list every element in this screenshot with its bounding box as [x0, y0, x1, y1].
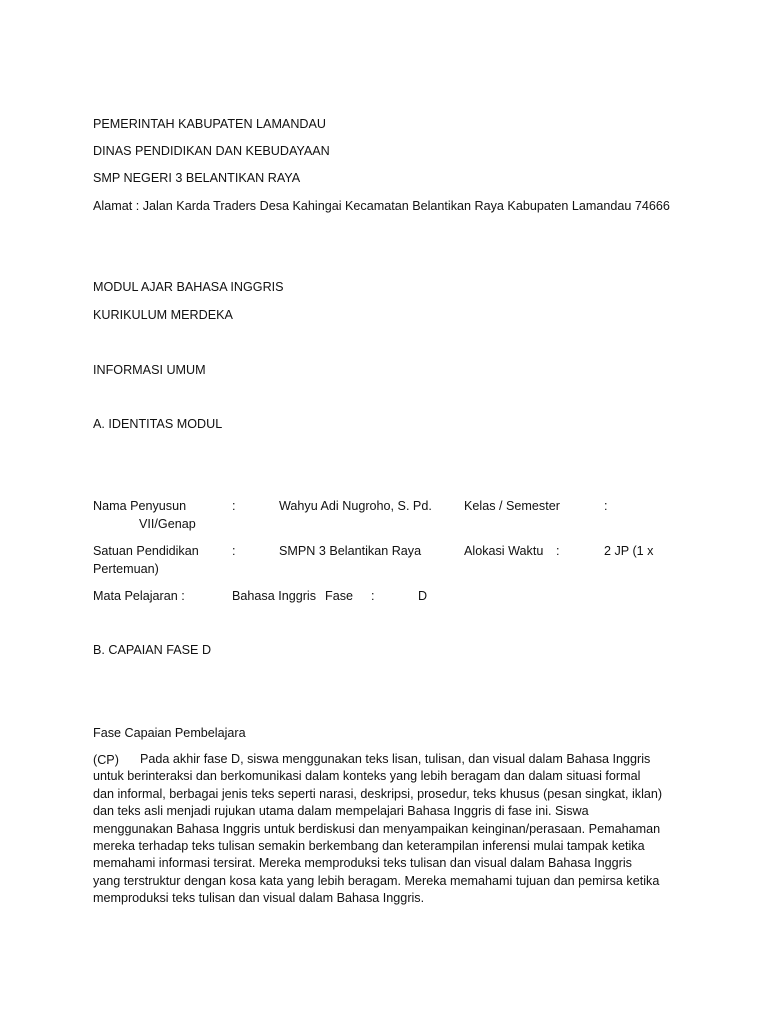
value-phase: D	[418, 589, 428, 603]
cp-line: memahami informasi tersirat. Mereka memproduksi teks tulisan dan visual dalam Bahasa Inggris	[93, 856, 632, 871]
curriculum-title: KURIKULUM MERDEKA	[93, 308, 233, 322]
header-school: SMP NEGERI 3 BELANTIKAN RAYA	[93, 171, 301, 185]
cp-label: (CP)	[93, 753, 119, 767]
label-subject: Mata Pelajaran :	[93, 589, 185, 603]
colon: :	[232, 544, 236, 558]
value-author: Wahyu Adi Nugroho, S. Pd.	[279, 499, 432, 513]
header-government: PEMERINTAH KABUPATEN LAMANDAU	[93, 117, 327, 131]
label-time-allocation: Alokasi Waktu	[464, 544, 544, 558]
colon: :	[604, 499, 608, 513]
label-school-unit: Satuan Pendidikan	[93, 544, 199, 558]
cp-line: yang terstruktur dengan kosa kata yang lebih beragam. Mereka memahami tujuan dan pemirsa ketika	[93, 873, 660, 888]
cp-paragraph	[93, 751, 683, 908]
header-address: Alamat : Jalan Karda Traders Desa Kahingai Kecamatan Belantikan Raya Kabupaten Lamandau 74666	[93, 199, 670, 213]
value-time-allocation-wrap: Pertemuan)	[93, 562, 159, 576]
value-school-unit: SMPN 3 Belantikan Raya	[279, 544, 422, 558]
value-time-allocation: 2 JP (1 x	[604, 544, 654, 558]
colon: :	[556, 544, 560, 558]
cp-line: dan informal, berbagai jenis teks seperti narasi, deskripsi, prosedur, teks khusus (pesan singkat, iklan)	[93, 786, 663, 801]
cp-line: menggunakan Bahasa Inggris untuk berdiskusi dan menyampaikan keinginan/perasaan. Pemahaman	[93, 821, 661, 836]
header-department: DINAS PENDIDIKAN DAN KEBUDAYAAN	[93, 144, 330, 158]
label-phase: Fase	[325, 589, 353, 603]
value-subject: Bahasa Inggris	[232, 589, 317, 603]
colon: :	[232, 499, 236, 513]
cp-line: Pada akhir fase D, siswa menggunakan teks lisan, tulisan, dan visual dalam Bahasa Inggris	[140, 752, 651, 766]
section-a-heading: A. IDENTITAS MODUL	[93, 417, 223, 431]
label-class-semester: Kelas / Semester	[464, 499, 560, 513]
cp-line: mereka terhadap teks tulisan semakin berkembang dan keterampilan inferensi mulai tampak ketika	[93, 839, 645, 854]
module-title: MODUL AJAR BAHASA INGGRIS	[93, 280, 284, 294]
cp-heading: Fase Capaian Pembelajara	[93, 726, 246, 740]
cp-line: untuk berinteraksi dan berkomunikasi dalam konteks yang lebih beragam dan dalam situasi formal	[93, 769, 641, 784]
cp-line: dan teks asli menjadi rujukan utama dalam mempelajari Bahasa Inggris di fase ini. Siswa	[93, 804, 589, 819]
section-general-info: INFORMASI UMUM	[93, 363, 206, 377]
cp-line: memproduksi teks tulisan dan visual dalam Bahasa Inggris.	[93, 891, 425, 906]
colon: :	[371, 589, 375, 603]
section-b-heading: B. CAPAIAN FASE D	[93, 643, 212, 657]
label-author: Nama Penyusun	[93, 499, 187, 513]
value-class-semester: VII/Genap	[139, 517, 196, 531]
